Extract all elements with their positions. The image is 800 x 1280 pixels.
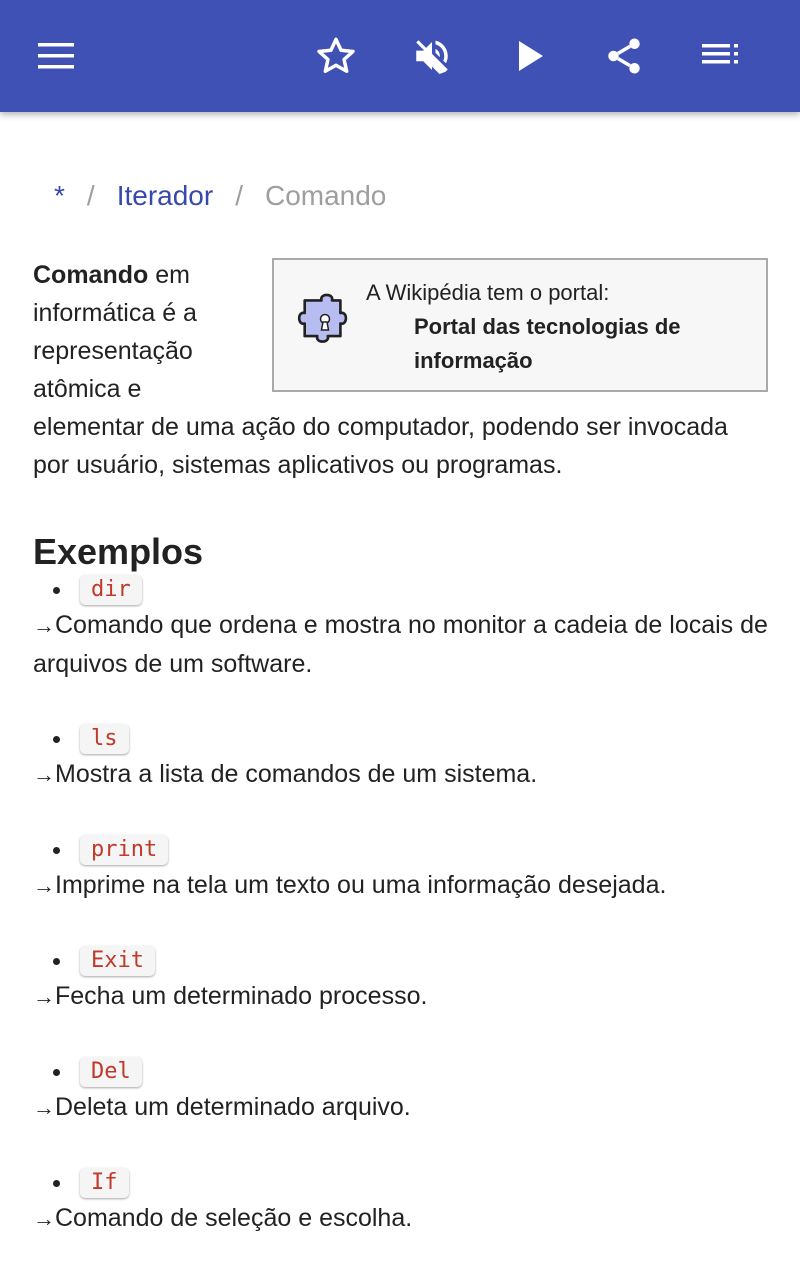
arrow-icon: → <box>33 1206 55 1231</box>
play-icon[interactable] <box>506 32 554 80</box>
example-description <box>33 606 768 683</box>
examples-list <box>33 574 768 1238</box>
article-content <box>33 256 768 1278</box>
bullet-icon <box>53 587 60 594</box>
example-description <box>33 755 768 794</box>
list-item <box>33 1056 768 1127</box>
example-text: Mostra a lista de comandos de um sistema. <box>55 760 538 788</box>
example-text: Fecha um determinado processo. <box>55 982 428 1010</box>
example-text: Imprime na tela um texto ou uma informação desejada. <box>55 871 667 899</box>
bullet-icon <box>53 1180 60 1187</box>
bullet-icon <box>53 736 60 743</box>
breadcrumb-parent-link[interactable]: Iterador <box>116 180 214 211</box>
list-item <box>33 723 768 794</box>
portal-box <box>272 258 768 392</box>
example-text: Comando de seleção e escolha. <box>55 1204 413 1232</box>
puzzle-icon <box>288 288 362 365</box>
example-text: Deleta um determinado arquivo. <box>55 1093 411 1121</box>
arrow-icon: → <box>33 1095 55 1120</box>
list-item <box>33 834 768 905</box>
breadcrumb-separator: / <box>86 180 95 211</box>
menu-icon[interactable] <box>32 32 80 80</box>
example-description <box>33 977 768 1016</box>
code-snippet: If <box>80 1168 129 1198</box>
breadcrumb-current: Comando <box>264 180 387 211</box>
code-snippet: print <box>80 835 168 865</box>
arrow-icon: → <box>33 762 55 787</box>
breadcrumb-separator: / <box>235 180 243 211</box>
code-snippet: ls <box>80 724 129 754</box>
example-description <box>33 1199 768 1238</box>
example-description <box>33 866 768 905</box>
section-heading: Exemplos <box>33 531 204 572</box>
bullet-icon <box>53 1069 60 1076</box>
breadcrumb <box>54 180 386 212</box>
portal-intro-text: A Wikipédia tem o portal: <box>366 280 610 305</box>
playlist-icon[interactable] <box>696 32 744 80</box>
example-text: Comando que ordena e mostra no monitor a cadeia de locais de arquivos de um software. <box>33 611 768 678</box>
star-icon[interactable] <box>312 32 360 80</box>
portal-link[interactable]: Portal das tecnologias de informação <box>414 314 681 373</box>
list-item <box>33 574 768 683</box>
list-item <box>33 1167 768 1238</box>
code-snippet: Exit <box>80 946 155 976</box>
app-toolbar <box>0 0 800 112</box>
bullet-icon <box>53 958 60 965</box>
bullet-icon <box>53 847 60 854</box>
arrow-icon: → <box>33 873 55 898</box>
code-snippet: Del <box>80 1057 142 1087</box>
volume-off-icon[interactable] <box>408 32 456 80</box>
arrow-icon: → <box>33 984 55 1009</box>
arrow-icon: → <box>33 613 55 638</box>
intro-text: em informática é a representação atômica e elementar de uma ação do computador, podendo ser invocada por usuário, sistemas aplicativos ou programas. <box>33 261 728 479</box>
breadcrumb-root-link[interactable]: * <box>54 180 65 211</box>
article-term: Comando <box>33 261 149 289</box>
code-snippet: dir <box>80 575 142 605</box>
list-item <box>33 945 768 1016</box>
example-description <box>33 1088 768 1127</box>
share-icon[interactable] <box>600 32 648 80</box>
